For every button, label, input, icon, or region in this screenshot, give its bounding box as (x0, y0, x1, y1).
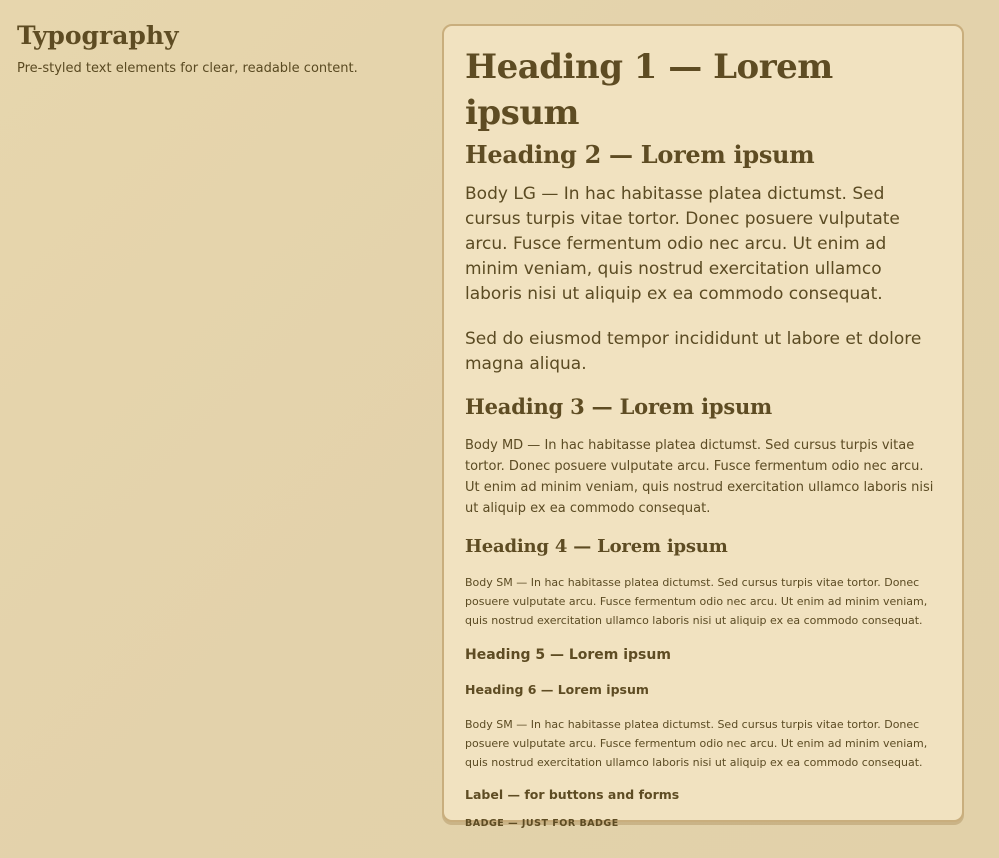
badge-sample: BADGE — JUST FOR BADGE (465, 818, 619, 829)
page-subtitle: Pre-styled text elements for clear, readable content. (17, 61, 358, 76)
label-sample: Label — for buttons and forms (465, 787, 680, 802)
body-md-sample: Body MD — In hac habitasse platea dictumst. Sed cursus turpis vitae tortor. Donec posuere vulputate arcu. Fusce fermentum odio nec arcu. Ut enim ad minim veniam, quis nostrud exercitation ullamco laboris nisi ut aliquip ex ea commodo consequat. (465, 438, 934, 516)
typography-sample-card (442, 24, 964, 829)
page-title: Typography (17, 21, 179, 50)
typography-intro (17, 20, 417, 78)
body-lg-sample-2: Sed do eiusmod tempor incididunt ut labore et dolore magna aliqua. (465, 329, 922, 374)
heading-4-sample: Heading 4 — Lorem ipsum (465, 536, 728, 557)
body-lg-sample: Body LG — In hac habitasse platea dictumst. Sed cursus turpis vitae tortor. Donec posuere vulputate arcu. Fusce fermentum odio nec arcu. Ut enim ad minim veniam, quis nostrud exercitation ullamco laboris nisi ut aliquip ex ea commodo consequat. (465, 184, 900, 304)
heading-6-sample: Heading 6 — Lorem ipsum (465, 682, 649, 697)
heading-5-sample: Heading 5 — Lorem ipsum (465, 647, 671, 663)
body-sm-sample-2: Body SM — In hac habitasse platea dictumst. Sed cursus turpis vitae tortor. Donec posuere vulputate arcu. Fusce fermentum odio nec arcu. Ut enim ad minim veniam, quis nostrud exercitation ullamco laboris nisi ut aliquip ex ea commodo consequat. (465, 718, 928, 769)
heading-2-sample: Heading 2 — Lorem ipsum (465, 140, 815, 169)
heading-1-sample: Heading 1 — Lorem ipsum (465, 47, 833, 133)
heading-3-sample: Heading 3 — Lorem ipsum (465, 394, 773, 419)
body-sm-sample: Body SM — In hac habitasse platea dictumst. Sed cursus turpis vitae tortor. Donec posuere vulputate arcu. Fusce fermentum odio nec arcu. Ut enim ad minim veniam, quis nostrud exercitation ullamco laboris nisi ut aliquip ex ea commodo consequat. (465, 576, 928, 627)
